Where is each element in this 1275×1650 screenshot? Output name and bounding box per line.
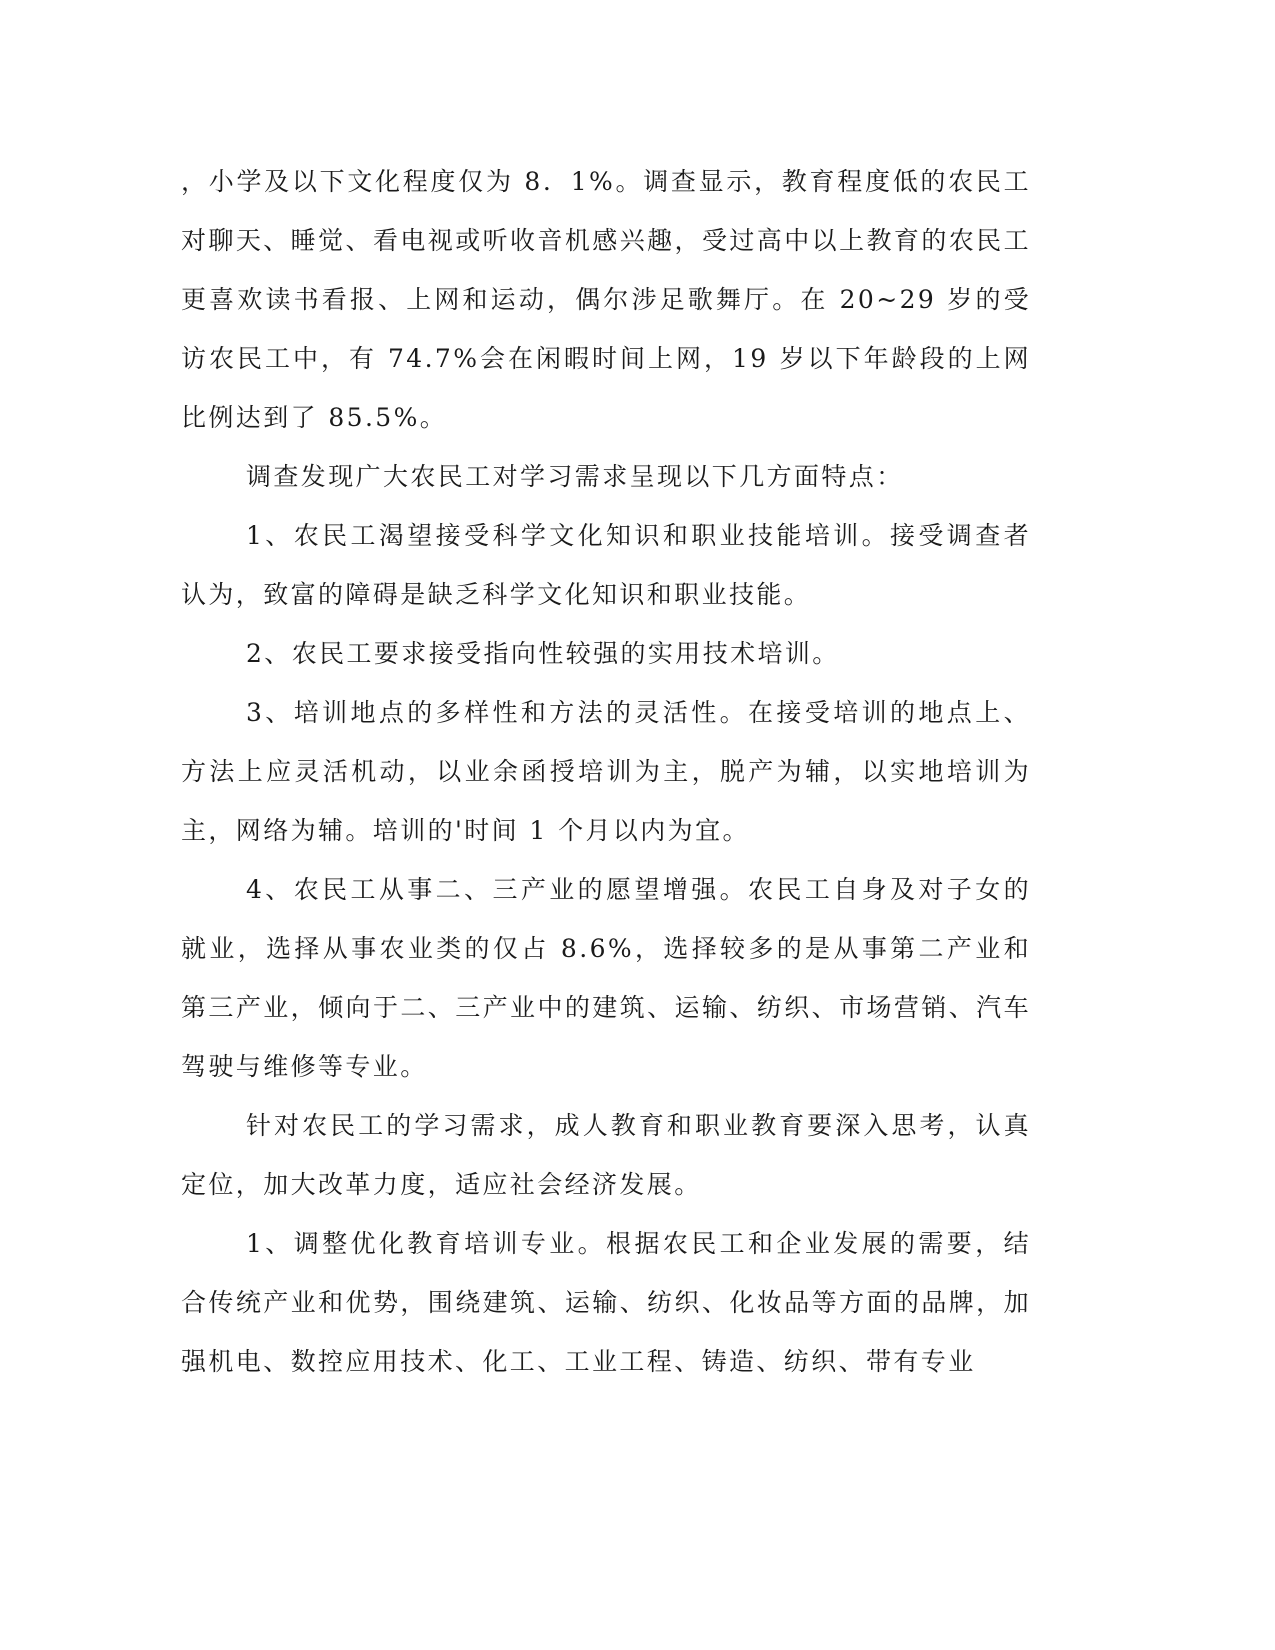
paragraph-8: 1、调整优化教育培训专业。根据农民工和企业发展的需要，结合传统产业和优势，围绕建筑、运输、纺织、化妆品等方面的品牌，加强机电、数控应用技术、化工、工业工程、铸造、纺织、带有专业 (181, 1229, 1031, 1376)
paragraph-2: 调查发现广大农民工对学习需求呈现以下几方面特点： (246, 462, 904, 491)
paragraph-5: 3、培训地点的多样性和方法的灵活性。在接受培训的地点上、方法上应灵活机动，以业余函授培训为主，脱产为辅，以实地培训为主，网络为辅。培训的'时间 1 个月以内为宜。 (181, 698, 1031, 845)
paragraph-3: 1、农民工渴望接受科学文化知识和职业技能培训。接受调查者认为，致富的障碍是缺乏科学文化知识和职业技能。 (181, 521, 1031, 609)
paragraph-7: 针对农民工的学习需求，成人教育和职业教育要深入思考，认真定位，加大改革力度，适应社会经济发展。 (181, 1111, 1031, 1199)
paragraph-6: 4、农民工从事二、三产业的愿望增强。农民工自身及对子女的就业，选择从事农业类的仅占 8.6%，选择较多的是从事第二产业和第三产业，倾向于二、三产业中的建筑、运输、纺织、市场营销、汽车驾驶与维修等专业。 (181, 875, 1031, 1081)
paragraph-1: ，小学及以下文化程度仅为 8．1%。调查显示，教育程度低的农民工对聊天、睡觉、看电视或听收音机感兴趣，受过高中以上教育的农民工更喜欢读书看报、上网和运动，偶尔涉足歌舞厅。在 20~29 岁的受访农民工中，有 74.7%会在闲暇时间上网，19 岁以下年龄段的上网比例达到了 85.5%。 (181, 167, 1031, 432)
paragraph-4: 2、农民工要求接受指向性较强的实用技术培训。 (246, 639, 840, 668)
document-body (181, 152, 1031, 1391)
